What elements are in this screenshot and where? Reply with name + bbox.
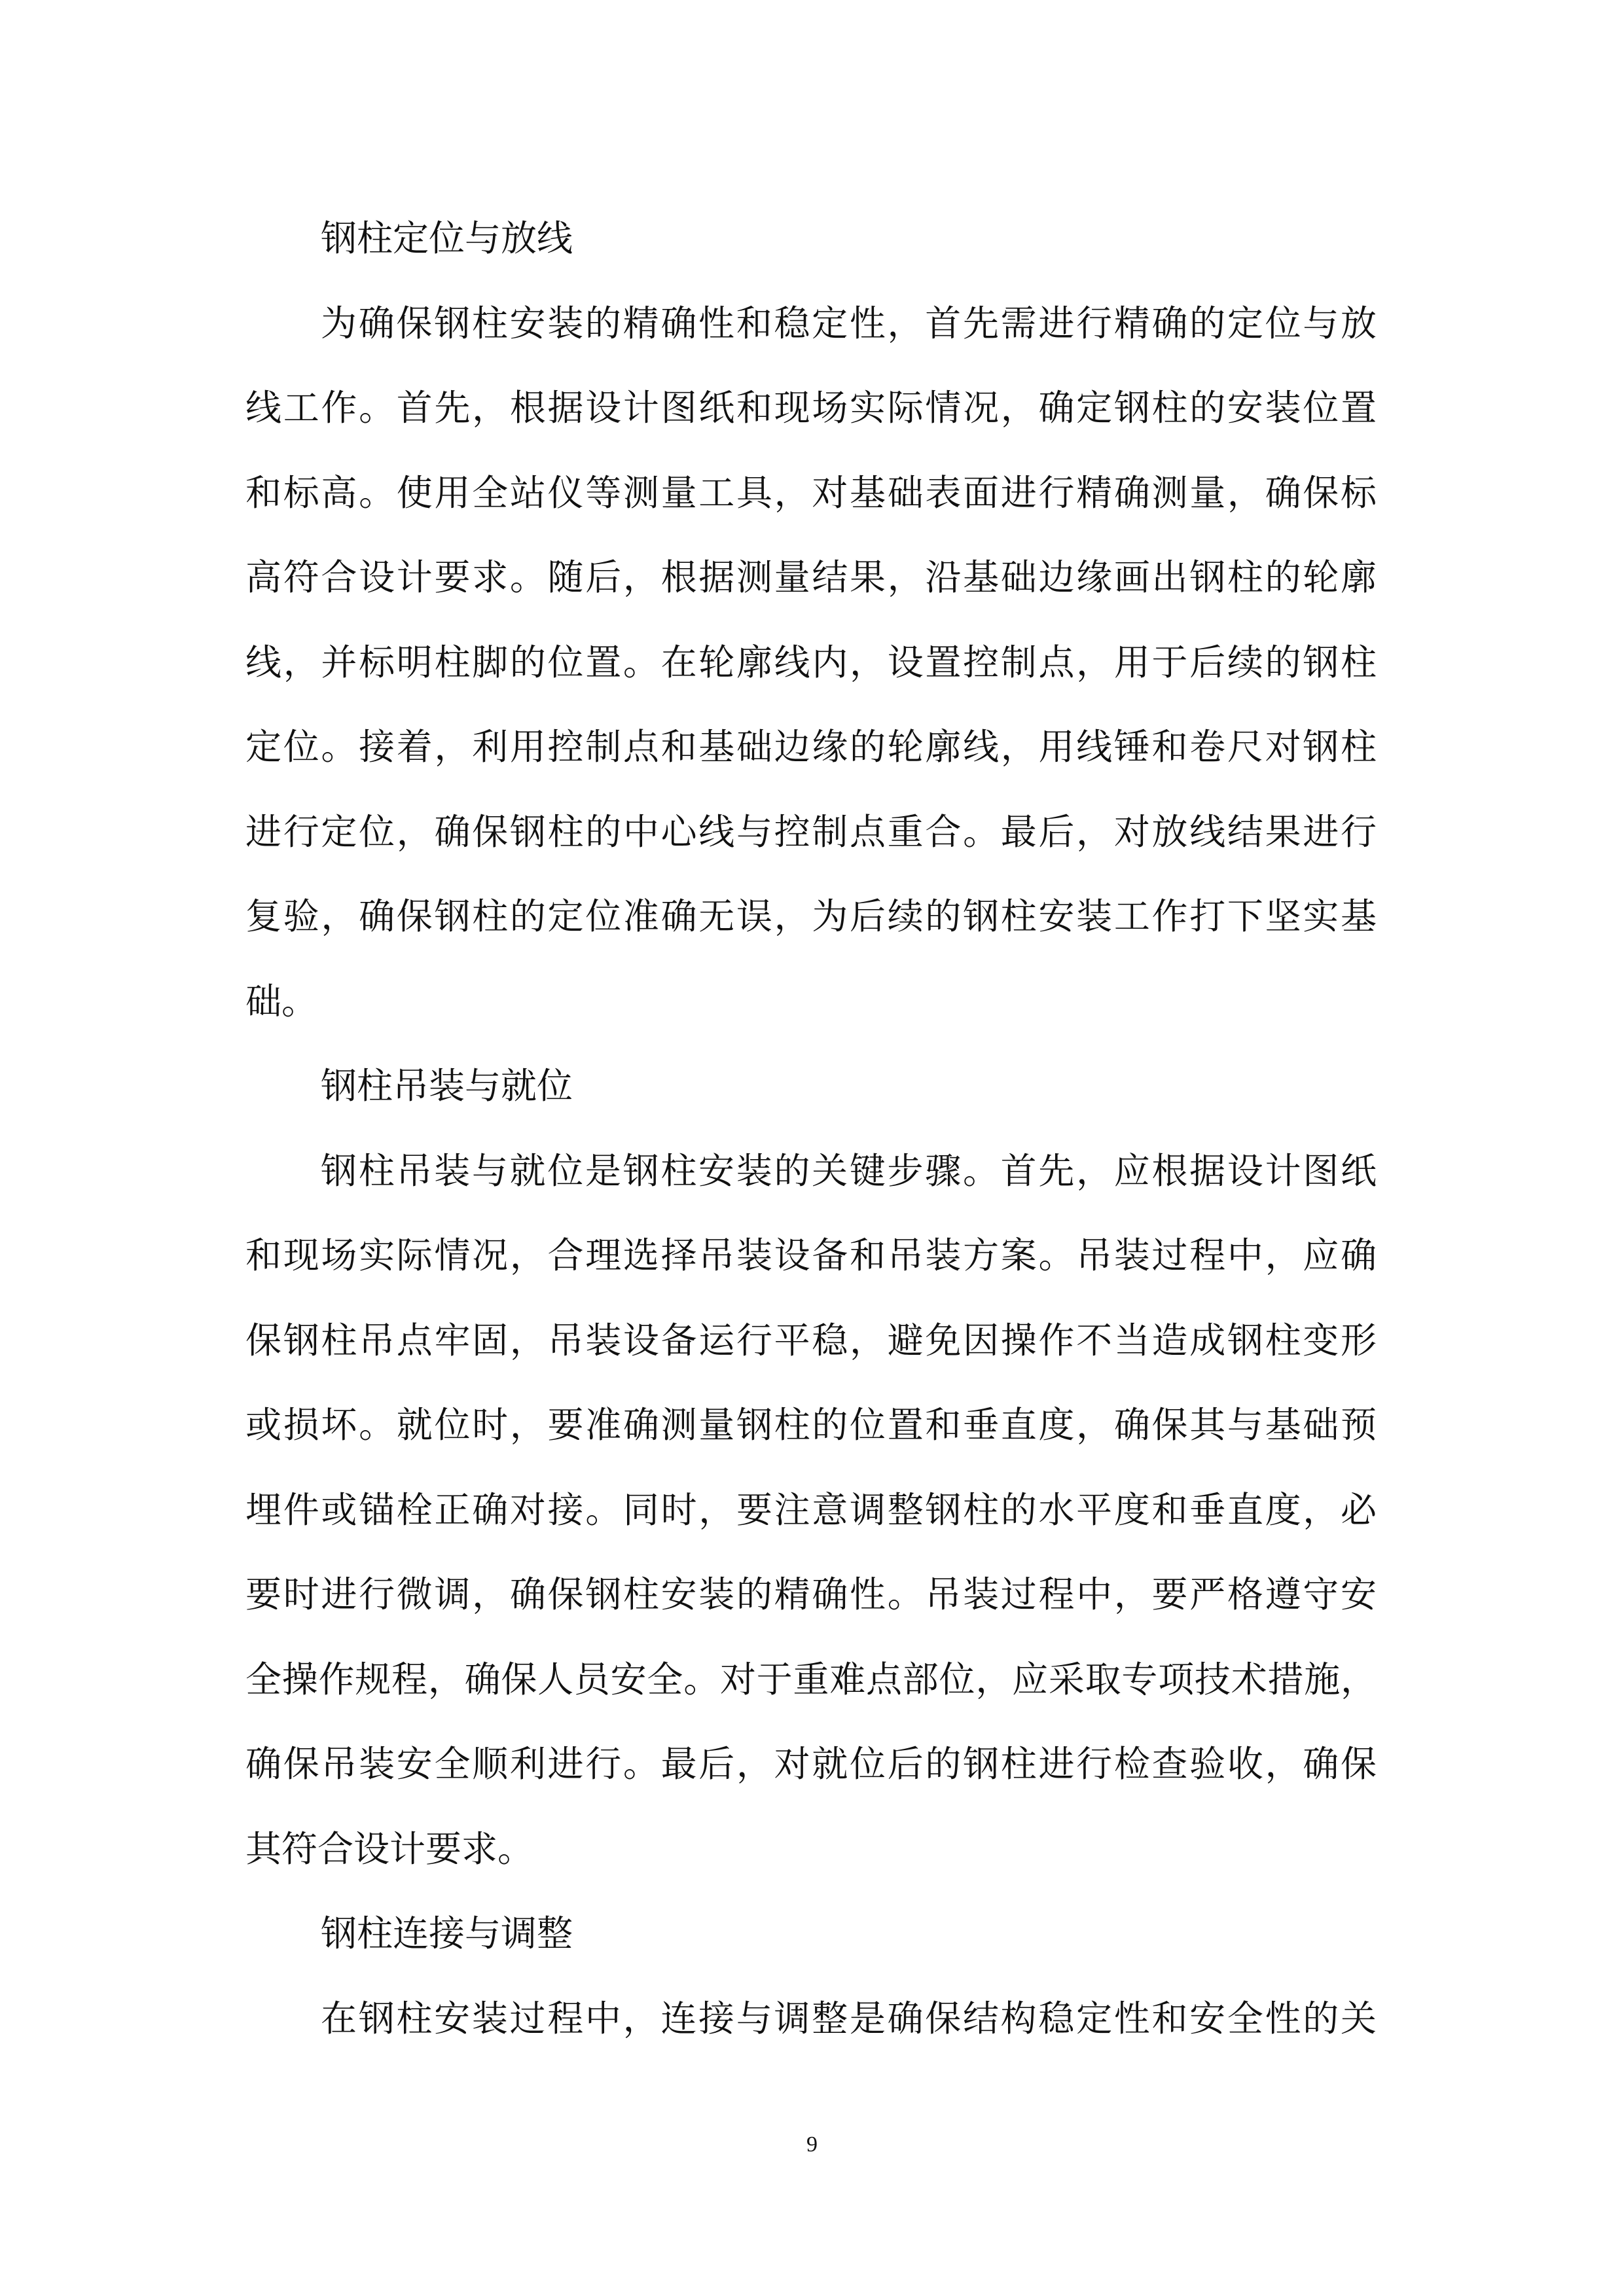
section-heading: 钢柱连接与调整 — [321, 1912, 573, 1954]
section-heading: 钢柱定位与放线 — [321, 217, 573, 259]
paragraph-line: 和现场实际情况，合理选择吊装设备和吊装方案。吊装过程中，应确 — [245, 1234, 1377, 1276]
section-heading: 钢柱吊装与就位 — [321, 1065, 573, 1107]
page-number: 9 — [806, 2132, 818, 2157]
paragraph-line: 埋件或锚栓正确对接。同时，要注意调整钢柱的水平度和垂直度，必 — [245, 1488, 1377, 1531]
paragraph-line: 或损坏。就位时，要准确测量钢柱的位置和垂直度，确保其与基础预 — [245, 1404, 1377, 1446]
paragraph-line: 高符合设计要求。随后，根据测量结果，沿基础边缘画出钢柱的轮廓 — [245, 556, 1377, 598]
paragraph-line: 在钢柱安装过程中，连接与调整是确保结构稳定性和安全性的关 — [321, 1997, 1377, 2039]
paragraph-line: 全操作规程，确保人员安全。对于重难点部位，应采取专项技术措施， — [245, 1658, 1377, 1700]
document-body — [245, 196, 1377, 2061]
paragraph-line: 确保吊装安全顺利进行。最后，对就位后的钢柱进行检查验收，确保 — [245, 1743, 1377, 1785]
paragraph-line: 保钢柱吊点牢固，吊装设备运行平稳，避免因操作不当造成钢柱变形 — [245, 1319, 1377, 1361]
paragraph-line: 钢柱吊装与就位是钢柱安装的关键步骤。首先，应根据设计图纸 — [321, 1149, 1377, 1192]
paragraph-line: 为确保钢柱安装的精确性和稳定性，首先需进行精确的定位与放 — [321, 302, 1377, 344]
paragraph-line: 定位。接着，利用控制点和基础边缘的轮廓线，用线锤和卷尺对钢柱 — [245, 726, 1377, 768]
paragraph-line: 复验，确保钢柱的定位准确无误，为后续的钢柱安装工作打下坚实基 — [245, 895, 1377, 937]
paragraph-line: 础。 — [245, 980, 318, 1022]
paragraph-line: 和标高。使用全站仪等测量工具，对基础表面进行精确测量，确保标 — [245, 471, 1377, 514]
paragraph-line: 进行定位，确保钢柱的中心线与控制点重合。最后，对放线结果进行 — [245, 810, 1377, 853]
paragraph-line: 其符合设计要求。 — [245, 1827, 534, 1870]
paragraph-line: 线工作。首先，根据设计图纸和现场实际情况，确定钢柱的安装位置 — [245, 387, 1377, 429]
paragraph-line: 要时进行微调，确保钢柱安装的精确性。吊装过程中，要严格遵守安 — [245, 1573, 1377, 1615]
paragraph-line: 线，并标明柱脚的位置。在轮廓线内，设置控制点，用于后续的钢柱 — [245, 641, 1377, 683]
